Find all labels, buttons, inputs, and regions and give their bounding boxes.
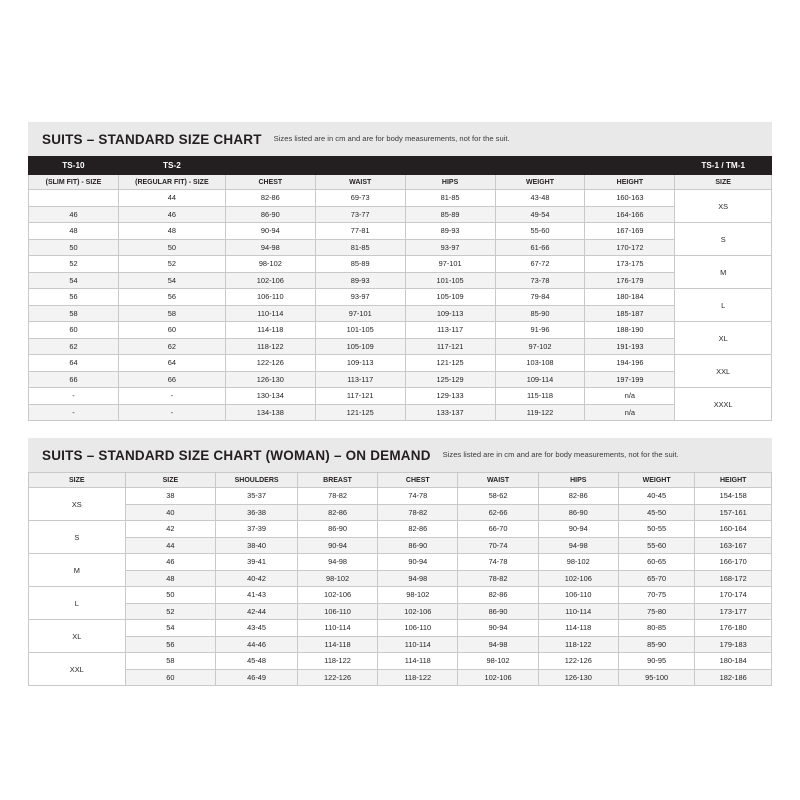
- cell-size-group: M: [675, 256, 772, 289]
- cell-chest: 122-126: [225, 355, 315, 372]
- cell-breast: 110-114: [297, 620, 377, 637]
- cell-waist: 86-90: [458, 603, 538, 620]
- cell-waist: 81-85: [315, 239, 405, 256]
- cell-height: n/a: [585, 388, 675, 405]
- cell-chest: 114-118: [225, 322, 315, 339]
- cell-height: 185-187: [585, 305, 675, 322]
- cell-slim-size: [29, 190, 119, 207]
- table-row: [29, 404, 772, 421]
- column-subheader: SHOULDERS: [216, 473, 298, 488]
- cell-weight: 73-78: [495, 272, 585, 289]
- cell-chest: 82-86: [225, 190, 315, 207]
- table-row: [29, 206, 772, 223]
- cell-chest: 114-118: [378, 653, 458, 670]
- cell-size-group: S: [29, 521, 126, 554]
- table-row: [29, 322, 772, 339]
- cell-weight: 119-122: [495, 404, 585, 421]
- table-row: [29, 338, 772, 355]
- table-row: [29, 289, 772, 306]
- cell-height: 164-166: [585, 206, 675, 223]
- column-subheader: WEIGHT: [495, 175, 585, 190]
- cell-waist: 74-78: [458, 554, 538, 571]
- cell-weight: 45-50: [618, 504, 695, 521]
- cell-hips: 126-130: [538, 669, 618, 686]
- woman-size-table: [28, 472, 772, 686]
- cell-chest: 98-102: [378, 587, 458, 604]
- cell-slim-size: 46: [29, 206, 119, 223]
- cell-shoulders: 46-49: [216, 669, 298, 686]
- cell-height: 180-184: [695, 653, 772, 670]
- cell-weight: 67-72: [495, 256, 585, 273]
- cell-height: 160-163: [585, 190, 675, 207]
- cell-chest: 74-78: [378, 488, 458, 505]
- cell-hips: 102-106: [538, 570, 618, 587]
- table-subheader-row: [29, 175, 772, 190]
- men-size-table: [28, 156, 772, 421]
- cell-weight: 55-60: [618, 537, 695, 554]
- column-subheader: HIPS: [538, 473, 618, 488]
- chart-note: Sizes listed are in cm and are for body measurements, not for the suit.: [273, 134, 510, 143]
- suits-standard-size-chart-woman-block: [28, 438, 772, 686]
- table-subheader-row-woman: [29, 473, 772, 488]
- cell-waist: 82-86: [458, 587, 538, 604]
- table-row: [29, 355, 772, 372]
- cell-slim-size: 58: [29, 305, 119, 322]
- cell-weight: 79-84: [495, 289, 585, 306]
- cell-chest: 98-102: [225, 256, 315, 273]
- cell-shoulders: 37-39: [216, 521, 298, 538]
- table-row: [29, 554, 772, 571]
- cell-weight: 50-55: [618, 521, 695, 538]
- column-subheader: CHEST: [378, 473, 458, 488]
- cell-size: 58: [125, 653, 216, 670]
- cell-weight: 40-45: [618, 488, 695, 505]
- cell-hips: 93-97: [405, 239, 495, 256]
- chart-title-bar-woman: [28, 438, 772, 472]
- cell-weight: 97-102: [495, 338, 585, 355]
- cell-height: 173-175: [585, 256, 675, 273]
- cell-waist: 66-70: [458, 521, 538, 538]
- cell-waist: 105-109: [315, 338, 405, 355]
- cell-chest: 86-90: [378, 537, 458, 554]
- column-header: TS-10: [29, 157, 119, 175]
- table-row: [29, 620, 772, 637]
- cell-hips: 121-125: [405, 355, 495, 372]
- column-header: [585, 157, 675, 175]
- cell-height: 160-164: [695, 521, 772, 538]
- column-subheader: BREAST: [297, 473, 377, 488]
- cell-size: 50: [125, 587, 216, 604]
- cell-height: 197-199: [585, 371, 675, 388]
- cell-waist: 117-121: [315, 388, 405, 405]
- cell-size-group: XS: [29, 488, 126, 521]
- cell-waist: 101-105: [315, 322, 405, 339]
- cell-shoulders: 41-43: [216, 587, 298, 604]
- cell-chest: 134-138: [225, 404, 315, 421]
- cell-waist: 94-98: [458, 636, 538, 653]
- cell-chest: 106-110: [378, 620, 458, 637]
- cell-regular-size: 56: [118, 289, 225, 306]
- cell-slim-size: -: [29, 404, 119, 421]
- table-row: [29, 521, 772, 538]
- cell-size: 42: [125, 521, 216, 538]
- cell-hips: 109-113: [405, 305, 495, 322]
- table-row: [29, 669, 772, 686]
- cell-hips: 97-101: [405, 256, 495, 273]
- cell-breast: 122-126: [297, 669, 377, 686]
- cell-waist: 85-89: [315, 256, 405, 273]
- table-row: [29, 570, 772, 587]
- cell-chest: 94-98: [378, 570, 458, 587]
- cell-chest: 78-82: [378, 504, 458, 521]
- cell-hips: 90-94: [538, 521, 618, 538]
- cell-regular-size: -: [118, 404, 225, 421]
- table-row: [29, 653, 772, 670]
- cell-shoulders: 39-41: [216, 554, 298, 571]
- cell-chest: 90-94: [378, 554, 458, 571]
- cell-height: 170-174: [695, 587, 772, 604]
- cell-slim-size: 64: [29, 355, 119, 372]
- table-row: [29, 305, 772, 322]
- cell-weight: 115-118: [495, 388, 585, 405]
- cell-chest: 118-122: [378, 669, 458, 686]
- column-header: [405, 157, 495, 175]
- cell-weight: 70-75: [618, 587, 695, 604]
- table-row: [29, 603, 772, 620]
- table-row: [29, 223, 772, 240]
- cell-shoulders: 40-42: [216, 570, 298, 587]
- column-header: [315, 157, 405, 175]
- cell-regular-size: 52: [118, 256, 225, 273]
- cell-breast: 98-102: [297, 570, 377, 587]
- cell-chest: 102-106: [378, 603, 458, 620]
- cell-hips: 113-117: [405, 322, 495, 339]
- cell-shoulders: 45-48: [216, 653, 298, 670]
- cell-weight: 55-60: [495, 223, 585, 240]
- cell-height: 176-179: [585, 272, 675, 289]
- cell-chest: 126-130: [225, 371, 315, 388]
- cell-weight: 61-66: [495, 239, 585, 256]
- cell-hips: 125-129: [405, 371, 495, 388]
- table-row: [29, 256, 772, 273]
- page-title: SUITS – STANDARD SIZE CHART: [42, 131, 262, 147]
- column-subheader: CHEST: [225, 175, 315, 190]
- cell-size-group: L: [29, 587, 126, 620]
- cell-chest: 102-106: [225, 272, 315, 289]
- cell-size: 52: [125, 603, 216, 620]
- cell-size: 44: [125, 537, 216, 554]
- cell-regular-size: 64: [118, 355, 225, 372]
- cell-chest: 82-86: [378, 521, 458, 538]
- cell-slim-size: 56: [29, 289, 119, 306]
- cell-size-group: S: [675, 223, 772, 256]
- cell-height: 166-170: [695, 554, 772, 571]
- table-header-row: [29, 157, 772, 175]
- cell-waist: 97-101: [315, 305, 405, 322]
- cell-hips: 82-86: [538, 488, 618, 505]
- column-subheader: SIZE: [29, 473, 126, 488]
- cell-shoulders: 42-44: [216, 603, 298, 620]
- cell-shoulders: 36-38: [216, 504, 298, 521]
- column-header: [225, 157, 315, 175]
- cell-height: 173-177: [695, 603, 772, 620]
- cell-regular-size: -: [118, 388, 225, 405]
- cell-hips: 98-102: [538, 554, 618, 571]
- cell-waist: 58-62: [458, 488, 538, 505]
- cell-height: 194-196: [585, 355, 675, 372]
- cell-weight: 75-80: [618, 603, 695, 620]
- cell-breast: 90-94: [297, 537, 377, 554]
- cell-breast: 86-90: [297, 521, 377, 538]
- cell-waist: 69-73: [315, 190, 405, 207]
- cell-breast: 94-98: [297, 554, 377, 571]
- column-header: [495, 157, 585, 175]
- cell-height: 179-183: [695, 636, 772, 653]
- table-row: [29, 371, 772, 388]
- cell-waist: 78-82: [458, 570, 538, 587]
- cell-weight: 43-48: [495, 190, 585, 207]
- column-subheader: HEIGHT: [695, 473, 772, 488]
- cell-size: 38: [125, 488, 216, 505]
- cell-weight: 85-90: [618, 636, 695, 653]
- cell-height: 170-172: [585, 239, 675, 256]
- cell-regular-size: 66: [118, 371, 225, 388]
- cell-chest: 106-110: [225, 289, 315, 306]
- cell-hips: 129-133: [405, 388, 495, 405]
- column-subheader: (SLIM FIT) - SIZE: [29, 175, 119, 190]
- cell-regular-size: 54: [118, 272, 225, 289]
- cell-waist: 89-93: [315, 272, 405, 289]
- cell-breast: 102-106: [297, 587, 377, 604]
- column-subheader: WAIST: [315, 175, 405, 190]
- cell-regular-size: 50: [118, 239, 225, 256]
- cell-hips: 122-126: [538, 653, 618, 670]
- cell-weight: 65-70: [618, 570, 695, 587]
- cell-waist: 93-97: [315, 289, 405, 306]
- cell-waist: 70-74: [458, 537, 538, 554]
- column-subheader: HEIGHT: [585, 175, 675, 190]
- cell-slim-size: 62: [29, 338, 119, 355]
- cell-size: 40: [125, 504, 216, 521]
- cell-slim-size: 50: [29, 239, 119, 256]
- cell-waist: 90-94: [458, 620, 538, 637]
- table-row: [29, 190, 772, 207]
- cell-height: 154-158: [695, 488, 772, 505]
- column-header: TS-1 / TM-1: [675, 157, 772, 175]
- cell-weight: 91-96: [495, 322, 585, 339]
- cell-weight: 90-95: [618, 653, 695, 670]
- cell-weight: 85-90: [495, 305, 585, 322]
- cell-chest: 90-94: [225, 223, 315, 240]
- cell-waist: 109-113: [315, 355, 405, 372]
- cell-weight: 95-100: [618, 669, 695, 686]
- table-row: [29, 272, 772, 289]
- cell-size-group: XL: [29, 620, 126, 653]
- cell-size: 60: [125, 669, 216, 686]
- column-subheader: WEIGHT: [618, 473, 695, 488]
- cell-slim-size: 52: [29, 256, 119, 273]
- cell-waist: 73-77: [315, 206, 405, 223]
- cell-height: 191-193: [585, 338, 675, 355]
- page-title-woman: SUITS – STANDARD SIZE CHART (WOMAN) – ON DEMAND: [42, 447, 431, 463]
- cell-regular-size: 58: [118, 305, 225, 322]
- cell-slim-size: -: [29, 388, 119, 405]
- cell-size: 46: [125, 554, 216, 571]
- cell-hips: 114-118: [538, 620, 618, 637]
- cell-chest: 110-114: [378, 636, 458, 653]
- cell-hips: 94-98: [538, 537, 618, 554]
- cell-shoulders: 38-40: [216, 537, 298, 554]
- cell-breast: 78-82: [297, 488, 377, 505]
- chart-note-woman: Sizes listed are in cm and are for body measurements, not for the suit.: [442, 450, 679, 459]
- cell-chest: 130-134: [225, 388, 315, 405]
- cell-height: 180-184: [585, 289, 675, 306]
- cell-breast: 106-110: [297, 603, 377, 620]
- cell-breast: 82-86: [297, 504, 377, 521]
- cell-height: 176-180: [695, 620, 772, 637]
- cell-waist: 121-125: [315, 404, 405, 421]
- column-subheader: WAIST: [458, 473, 538, 488]
- cell-height: 157-161: [695, 504, 772, 521]
- table-row: [29, 388, 772, 405]
- table-row: [29, 239, 772, 256]
- column-subheader: SIZE: [675, 175, 772, 190]
- cell-shoulders: 43-45: [216, 620, 298, 637]
- cell-shoulders: 44-46: [216, 636, 298, 653]
- cell-height: 188-190: [585, 322, 675, 339]
- cell-height: 163-167: [695, 537, 772, 554]
- cell-hips: 106-110: [538, 587, 618, 604]
- cell-hips: 117-121: [405, 338, 495, 355]
- cell-hips: 86-90: [538, 504, 618, 521]
- table-row: [29, 504, 772, 521]
- chart-title-bar: [28, 122, 772, 156]
- cell-weight: 109-114: [495, 371, 585, 388]
- cell-slim-size: 66: [29, 371, 119, 388]
- cell-height: 182-186: [695, 669, 772, 686]
- cell-hips: 118-122: [538, 636, 618, 653]
- cell-regular-size: 46: [118, 206, 225, 223]
- suits-standard-size-chart-block: [28, 122, 772, 421]
- cell-size-group: XXL: [675, 355, 772, 388]
- cell-hips: 133-137: [405, 404, 495, 421]
- column-subheader: (REGULAR FIT) - SIZE: [118, 175, 225, 190]
- cell-hips: 89-93: [405, 223, 495, 240]
- cell-height: n/a: [585, 404, 675, 421]
- cell-hips: 110-114: [538, 603, 618, 620]
- cell-waist: 98-102: [458, 653, 538, 670]
- cell-waist: 102-106: [458, 669, 538, 686]
- cell-slim-size: 60: [29, 322, 119, 339]
- cell-chest: 118-122: [225, 338, 315, 355]
- cell-weight: 80-85: [618, 620, 695, 637]
- cell-waist: 113-117: [315, 371, 405, 388]
- cell-hips: 101-105: [405, 272, 495, 289]
- cell-weight: 60-65: [618, 554, 695, 571]
- cell-hips: 105-109: [405, 289, 495, 306]
- table-row: [29, 587, 772, 604]
- cell-waist: 62-66: [458, 504, 538, 521]
- table-row: [29, 488, 772, 505]
- cell-size: 48: [125, 570, 216, 587]
- cell-chest: 110-114: [225, 305, 315, 322]
- cell-size-group: XXXL: [675, 388, 772, 421]
- cell-size-group: XL: [675, 322, 772, 355]
- cell-regular-size: 60: [118, 322, 225, 339]
- column-header: TS-2: [118, 157, 225, 175]
- table-row: [29, 636, 772, 653]
- cell-breast: 114-118: [297, 636, 377, 653]
- cell-size-group: M: [29, 554, 126, 587]
- cell-size-group: XXL: [29, 653, 126, 686]
- cell-shoulders: 35-37: [216, 488, 298, 505]
- column-subheader: SIZE: [125, 473, 216, 488]
- cell-breast: 118-122: [297, 653, 377, 670]
- cell-chest: 94-98: [225, 239, 315, 256]
- cell-regular-size: 44: [118, 190, 225, 207]
- cell-regular-size: 62: [118, 338, 225, 355]
- cell-hips: 81-85: [405, 190, 495, 207]
- cell-regular-size: 48: [118, 223, 225, 240]
- column-subheader: HIPS: [405, 175, 495, 190]
- cell-weight: 49-54: [495, 206, 585, 223]
- cell-slim-size: 54: [29, 272, 119, 289]
- cell-size-group: L: [675, 289, 772, 322]
- cell-chest: 86-90: [225, 206, 315, 223]
- cell-size-group: XS: [675, 190, 772, 223]
- cell-waist: 77-81: [315, 223, 405, 240]
- cell-size: 56: [125, 636, 216, 653]
- cell-height: 168-172: [695, 570, 772, 587]
- cell-size: 54: [125, 620, 216, 637]
- cell-weight: 103-108: [495, 355, 585, 372]
- cell-height: 167-169: [585, 223, 675, 240]
- cell-slim-size: 48: [29, 223, 119, 240]
- cell-hips: 85-89: [405, 206, 495, 223]
- table-row: [29, 537, 772, 554]
